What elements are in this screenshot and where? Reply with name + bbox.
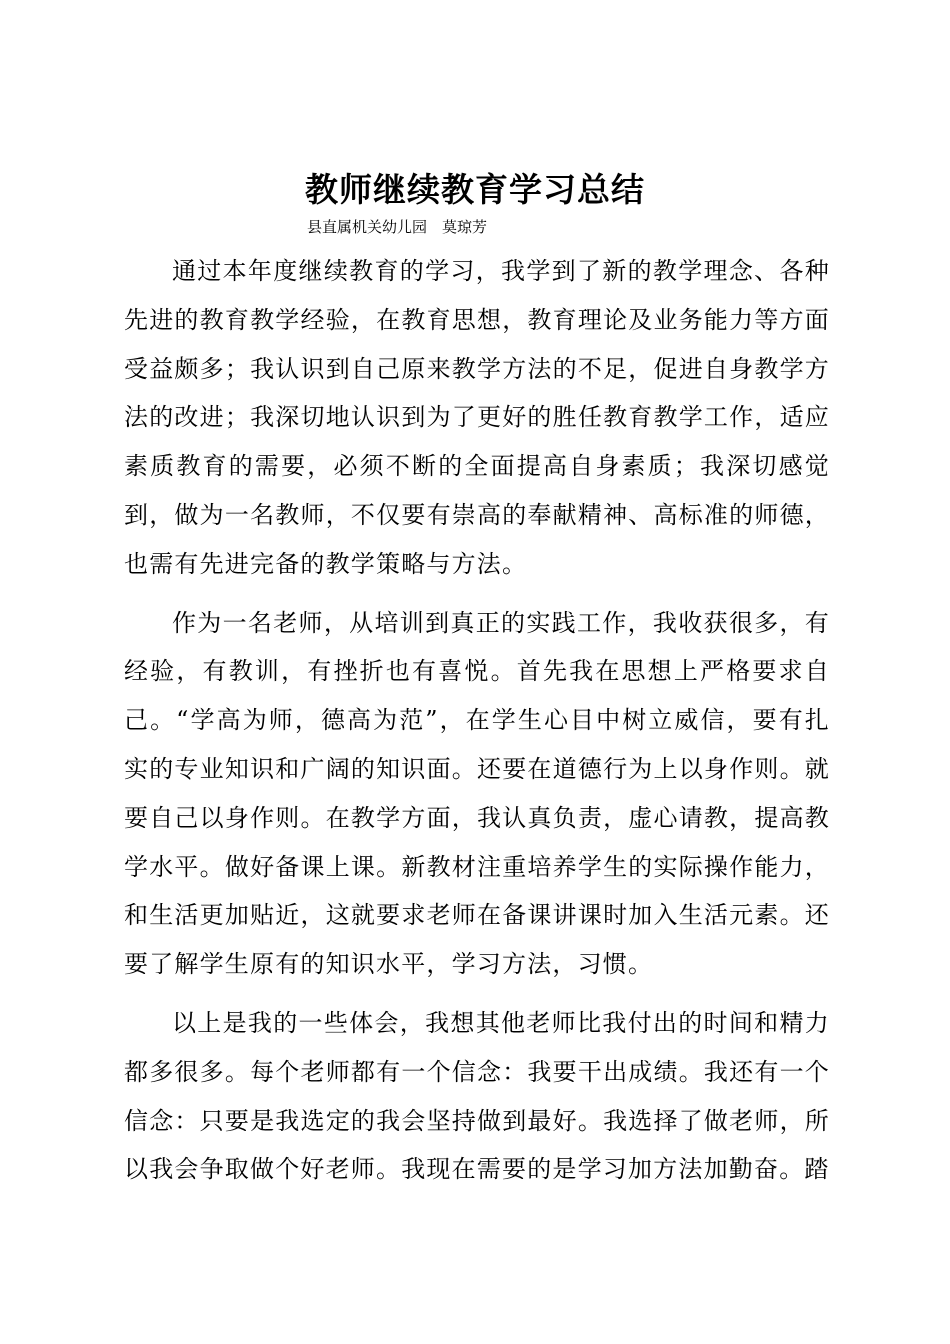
document-body	[124, 247, 830, 1204]
paragraph-2: 作为一名老师，从培训到真正的实践工作，我收获很多，有经验，有教训，有挫折也有喜悦。首先我在思想上严格要求自己。“学高为师，德高为范”，在学生心目中树立威信，要有扎实的专业知识和广阔的知识面。还要在道德行为上以身作则。就要自己以身作则。在教学方面，我认真负责，虚心请教，提高教学水平。做好备课上课。新教材注重培养学生的实际操作能力，和生活更加贴近，这就要求老师在备课讲课时加入生活元素。还要了解学生原有的知识水平，学习方法，习惯。	[124, 608, 830, 979]
document-title: 教师继续教育学习总结	[305, 170, 645, 209]
document-author: 县直属机关幼儿园 莫琼芳	[307, 218, 488, 236]
paragraph-1: 通过本年度继续教育的学习，我学到了新的教学理念、各种先进的教育教学经验，在教育思想，教育理论及业务能力等方面受益颇多；我认识到自己原来教学方法的不足，促进自身教学方法的改进；我深切地认识到为了更好的胜任教育教学工作，适应素质教育的需要，必须不断的全面提高自身素质；我深切感觉到，做为一名教师，不仅要有崇高的奉献精神、高标准的师德，也需有先进完备的教学策略与方法。	[124, 257, 830, 578]
paragraph-3: 以上是我的一些体会，我想其他老师比我付出的时间和精力都多很多。每个老师都有一个信念：我要干出成绩。我还有一个信念：只要是我选定的我会坚持做到最好。我选择了做老师，所以我会争取做个好老师。我现在需要的是学习加方法加勤奋。踏	[124, 1008, 830, 1184]
